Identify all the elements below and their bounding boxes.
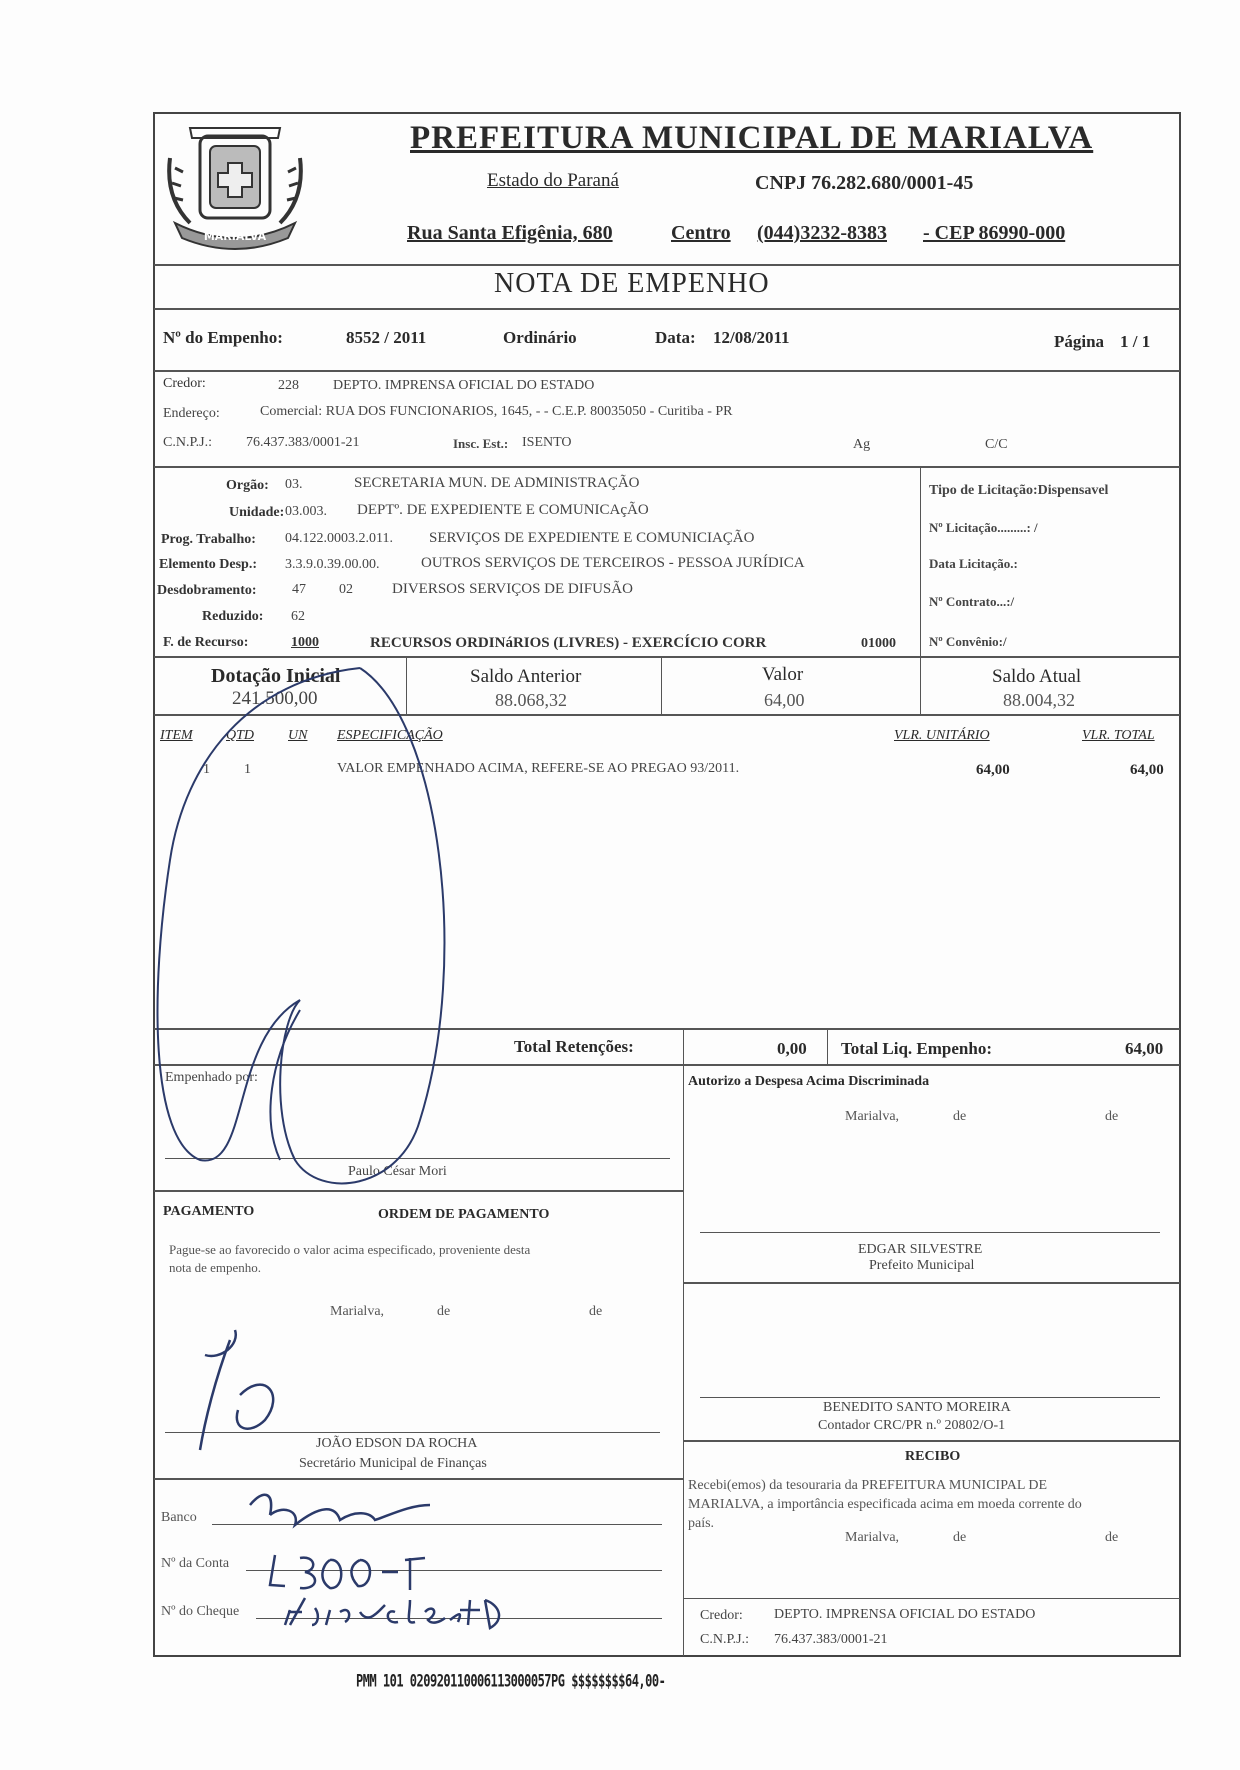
row-qtd: 1 [244,762,251,777]
empenho-date: 12/08/2011 [713,328,790,347]
recibo-credor-nome: DEPTO. IMPRENSA OFICIAL DO ESTADO [774,1607,1036,1622]
secretario-cargo: Secretário Municipal de Finanças [299,1456,487,1471]
row-item: 1 [203,762,210,777]
logo-text: MARIALVA [203,230,267,243]
recibo-text-2: MARIALVA, a importância especificada acima em moeda corrente do [688,1497,1082,1512]
n-licitacao: Nº Licitação.........: / [929,520,1038,535]
state-name: Estado do Paraná [487,170,619,191]
prog-trabalho-label: Prog. Trabalho: [161,532,256,547]
recibo-marialva: Marialva, [845,1530,900,1545]
desdobramento-name: DIVERSOS SERVIÇOS DE DIFUSÃO [392,581,633,597]
prog-trabalho-code: 04.122.0003.2.011. [285,531,393,546]
saldo-atual-label: Saldo Atual [992,666,1082,687]
recibo-cnpj-label: C.N.P.J.: [700,1632,750,1647]
total-retencoes-label: Total Retenções: [514,1037,634,1056]
n-convenio: Nº Convênio:/ [929,634,1007,649]
credor-label: Credor: [163,376,206,391]
elemento-code: 3.3.9.0.39.00.00. [285,557,380,572]
recibo-de-2: de [1105,1530,1119,1545]
unidade-code: 03.003. [285,504,327,519]
row-vlr-total: 64,00 [1130,762,1164,778]
saldo-atual-value: 88.004,32 [1003,690,1075,710]
page-number: 1 / 1 [1120,332,1151,351]
unidade-name: DEPTº. DE EXPEDIENTE E COMUNICAçÃO [357,502,649,518]
dotacao-value: 241.500,00 [232,688,318,709]
recibo-text-3: país. [688,1516,715,1531]
total-retencoes-value: 0,00 [777,1039,807,1058]
autorizo-label: Autorizo a Despesa Acima Discriminada [688,1074,930,1089]
ag-label: Ag [853,437,871,452]
pagamento-de-1: de [437,1304,451,1319]
autorizo-de-1: de [953,1109,967,1124]
valor-label: Valor [762,664,804,685]
data-licitacao: Data Licitação.: [929,556,1018,571]
recibo-label: RECIBO [905,1449,961,1464]
pagamento-marialva: Marialva, [330,1304,385,1319]
header-cnpj: CNPJ 76.282.680/0001-45 [755,172,974,194]
col-vlr-unitario: VLR. UNITÁRIO [894,728,990,743]
desdobramento-label: Desdobramento: [157,583,257,598]
prefeito-cargo: Prefeito Municipal [869,1258,975,1273]
address-street: Rua Santa Efigênia, 680 [407,222,613,244]
desdobramento-code2: 02 [339,582,353,597]
col-un: UN [288,728,308,743]
cnpj-label: C.N.P.J.: [163,435,213,450]
recibo-text-1: Recebi(emos) da tesouraria da PREFEITURA MUNICIPAL DE [688,1478,1048,1493]
doc-title: NOTA DE EMPENHO [494,268,770,299]
credor-ie: ISENTO [522,435,572,450]
date-label: Data: [655,328,696,347]
total-liq-value: 64,00 [1125,1039,1164,1058]
empenhado-por-label: Empenhado por: [165,1070,258,1085]
recurso-num: 01000 [861,636,896,651]
total-liq-label: Total Liq. Empenho: [841,1039,992,1058]
orgao-code: 03. [285,477,303,492]
credor-cnpj: 76.437.383/0001-21 [246,435,360,450]
empenhado-nome: Paulo César Mori [348,1164,447,1179]
dotacao-label: Dotação Inicial [211,665,341,687]
elemento-name: OUTROS SERVIÇOS DE TERCEIROS - PESSOA JURÍDICA [421,555,805,571]
reduzido-label: Reduzido: [202,609,264,624]
elemento-label: Elemento Desp.: [159,557,257,572]
saldo-anterior-label: Saldo Anterior [470,666,582,687]
credor-name: DEPTO. IMPRENSA OFICIAL DO ESTADO [333,378,595,393]
autorizo-marialva: Marialva, [845,1109,900,1124]
empenho-number-label: Nº do Empenho: [163,328,283,347]
credor-address: Comercial: RUA DOS FUNCIONARIOS, 1645, - - C.E.P. 80035050 - Curitiba - PR [260,404,733,419]
reduzido-value: 62 [291,609,305,624]
barcode-text: PMM 101 020920110006113000057PG $$$$$$$$64,00- [356,1671,666,1691]
empenho-number: 8552 / 2011 [346,328,427,347]
orgao-name: SECRETARIA MUN. DE ADMINISTRAÇÃO [354,475,640,491]
cheque-label: Nº do Cheque [161,1604,240,1619]
contador-nome: BENEDITO SANTO MOREIRA [823,1400,1011,1415]
empenho-type: Ordinário [503,328,577,347]
coat-of-arms-logo [160,118,310,258]
conta-label: Nº da Conta [161,1556,230,1571]
address-district: Centro [671,222,731,244]
row-especificacao: VALOR EMPENHADO ACIMA, REFERE-SE AO PREGAO 93/2011. [337,761,740,776]
credor-code: 228 [278,378,299,393]
prog-trabalho-name: SERVIÇOS DE EXPEDIENTE E COMUNICIAÇÃO [429,530,755,546]
col-qtd: QTD [226,728,255,743]
col-especificacao: ESPECIFICAÇÃO [337,728,443,743]
recibo-credor-label: Credor: [700,1608,743,1623]
ie-label: Insc. Est.: [453,436,509,451]
page-label: Página [1054,332,1105,351]
prefeitura-title: PREFEITURA MUNICIPAL DE MARIALVA [410,120,1094,156]
pagamento-de-2: de [589,1304,603,1319]
pagamento-label: PAGAMENTO [163,1204,255,1219]
desdobramento-code1: 47 [292,582,306,597]
n-contrato: Nº Contrato...:/ [929,594,1015,609]
recurso-code: 1000 [291,635,319,650]
endereco-label: Endereço: [163,406,220,421]
secretario-nome: JOÃO EDSON DA ROCHA [316,1436,478,1451]
header-cep: - CEP 86990-000 [923,222,1066,244]
tipo-licitacao: Tipo de Licitação:Dispensavel [929,483,1109,498]
banco-label: Banco [161,1510,197,1525]
cc-label: C/C [985,437,1008,452]
recibo-de-1: de [953,1530,967,1545]
col-vlr-total: VLR. TOTAL [1082,728,1155,743]
recurso-label: F. de Recurso: [163,635,249,650]
pague-text-1: Pague-se ao favorecido o valor acima especificado, proveniente desta [169,1242,531,1257]
recibo-cnpj: 76.437.383/0001-21 [774,1632,888,1647]
valor-value: 64,00 [764,690,805,710]
contador-cargo: Contador CRC/PR n.º 20802/O-1 [818,1418,1006,1433]
recurso-name: RECURSOS ORDINáRIOS (LIVRES) - EXERCÍCIO CORR [370,635,767,651]
autorizo-de-2: de [1105,1109,1119,1124]
unidade-label: Unidade: [229,505,285,520]
col-item: ITEM [160,728,193,743]
row-vlr-unitario: 64,00 [976,762,1010,778]
orgao-label: Orgão: [226,478,269,493]
prefeito-nome: EDGAR SILVESTRE [858,1242,983,1257]
header-phone: (044)3232-8383 [757,222,887,244]
saldo-anterior-value: 88.068,32 [495,690,567,710]
pague-text-2: nota de empenho. [169,1260,262,1275]
ordem-pagamento-label: ORDEM DE PAGAMENTO [378,1207,550,1222]
